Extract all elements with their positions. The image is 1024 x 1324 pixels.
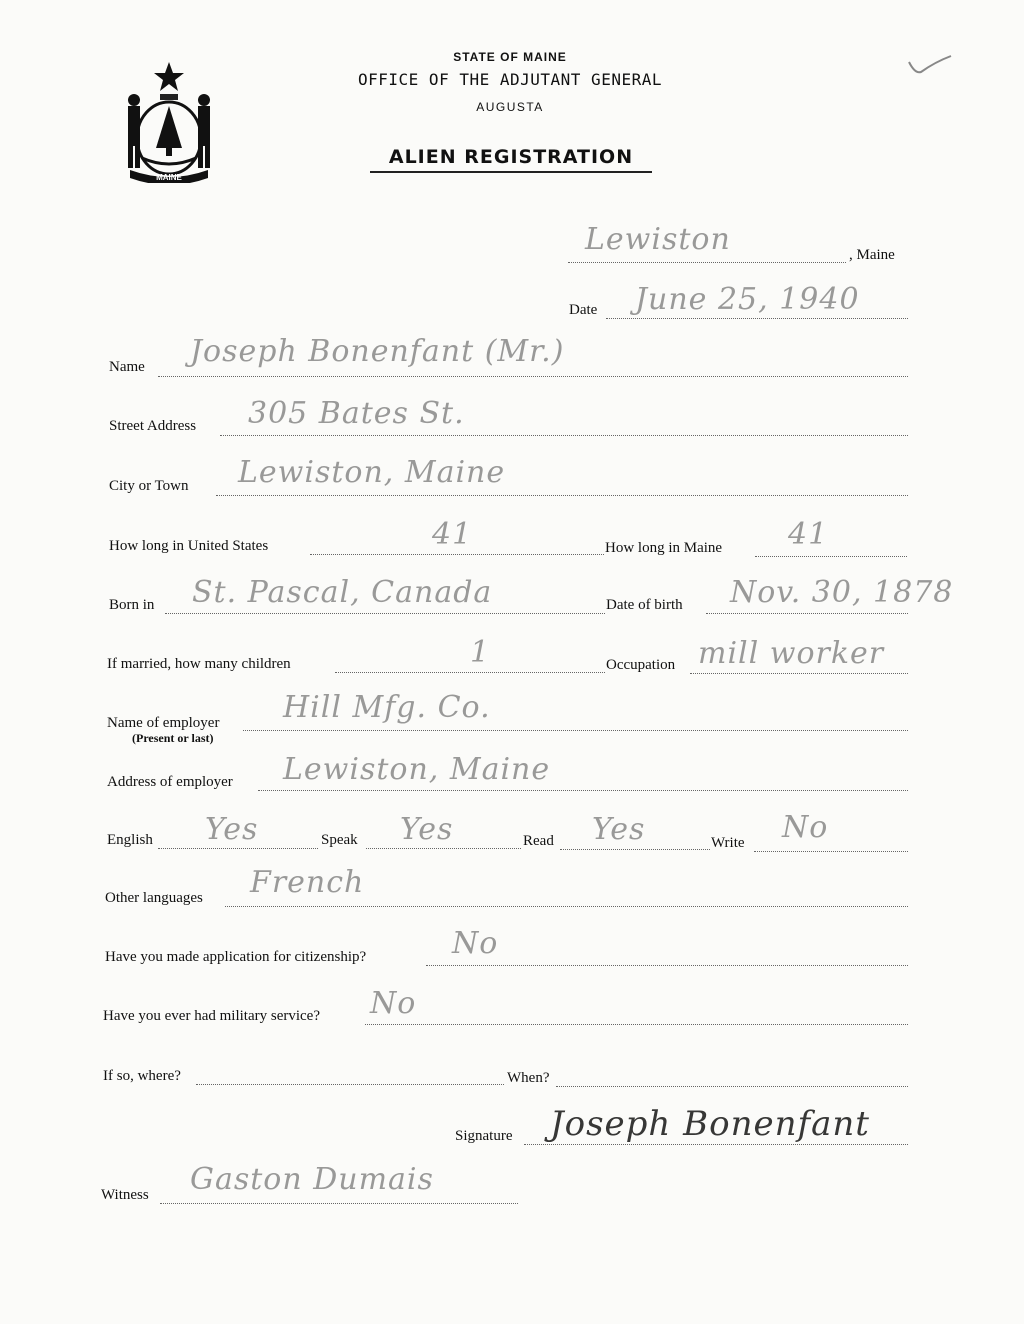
children-line [335, 672, 605, 673]
name-label: Name [109, 359, 145, 375]
employer-address-label: Address of employer [107, 774, 233, 790]
write-value: No [782, 810, 829, 845]
other-languages-line [225, 906, 908, 907]
speak-line [366, 848, 521, 849]
svg-text:MAINE: MAINE [156, 173, 182, 182]
write-line [754, 851, 908, 852]
city-line [216, 495, 908, 496]
children-label: If married, how many children [107, 656, 291, 672]
occupation-label: Occupation [606, 657, 676, 673]
name-line [158, 376, 908, 377]
witness-label: Witness [101, 1187, 149, 1203]
maine-state-seal-icon [112, 58, 227, 183]
city-heading: AUGUSTA [476, 100, 544, 114]
citizenship-value: No [452, 926, 499, 961]
when-label: When? [507, 1070, 550, 1086]
employer-note: (Present or last) [132, 731, 214, 745]
other-languages-value: French [250, 865, 365, 900]
where-line [196, 1084, 504, 1085]
citizenship-label: Have you made application for citizenship? [105, 949, 367, 965]
city-label: City or Town [109, 478, 189, 494]
witness-value: Gaston Dumais [190, 1162, 434, 1197]
street-line [220, 435, 908, 436]
signature-label: Signature [455, 1128, 513, 1144]
occupation-line [690, 673, 908, 674]
write-label: Write [711, 835, 745, 851]
employer-label: Name of employer [107, 715, 220, 731]
how-long-us-label: How long in United States [109, 538, 269, 554]
read-value: Yes [592, 812, 646, 847]
date-line [606, 318, 908, 319]
speak-value: Yes [400, 812, 454, 847]
born-in-label: Born in [109, 597, 155, 613]
english-label: English [107, 832, 153, 848]
maine-label: , Maine [849, 247, 895, 263]
date-value: June 25, 1940 [635, 282, 860, 317]
english-value: Yes [205, 812, 259, 847]
town-line [568, 262, 846, 263]
military-label: Have you ever had military service? [103, 1008, 320, 1024]
date-of-birth-value: Nov. 30, 1878 [730, 575, 954, 610]
read-label: Read [523, 833, 554, 849]
date-of-birth-line [706, 613, 908, 614]
when-line [556, 1086, 908, 1087]
employer-line [243, 730, 908, 731]
other-languages-label: Other languages [105, 890, 203, 906]
check-mark-icon [905, 52, 955, 82]
how-long-maine-line [755, 556, 907, 557]
street-label: Street Address [109, 418, 197, 434]
english-line [158, 848, 318, 849]
employer-address-line [258, 790, 908, 791]
speak-label: Speak [321, 832, 358, 848]
military-line [365, 1024, 908, 1025]
born-in-line [165, 613, 605, 614]
where-label: If so, where? [103, 1068, 181, 1084]
signature-value: Joseph Bonenfant [550, 1104, 870, 1144]
occupation-value: mill worker [698, 636, 885, 671]
children-value: 1 [470, 635, 491, 670]
date-of-birth-label: Date of birth [606, 597, 683, 613]
citizenship-line [426, 965, 908, 966]
military-value: No [370, 986, 417, 1021]
street-value: 305 Bates St. [248, 396, 465, 431]
office-heading: OFFICE OF THE ADJUTANT GENERAL [358, 70, 662, 89]
read-line [560, 849, 710, 850]
name-value: Joseph Bonenfant (Mr.) [190, 334, 565, 369]
how-long-maine-value: 41 [788, 517, 829, 552]
employer-address-value: Lewiston, Maine [283, 752, 551, 787]
city-value: Lewiston, Maine [238, 455, 506, 490]
how-long-maine-label: How long in Maine [605, 540, 723, 556]
employer-value: Hill Mfg. Co. [283, 690, 491, 725]
born-in-value: St. Pascal, Canada [192, 575, 493, 610]
signature-line [524, 1144, 908, 1145]
state-heading: STATE OF MAINE [453, 50, 567, 64]
town-value: Lewiston [585, 222, 731, 257]
how-long-us-line [310, 554, 604, 555]
form-title: ALIEN REGISTRATION [370, 146, 652, 173]
witness-line [160, 1203, 518, 1204]
how-long-us-value: 41 [432, 517, 473, 552]
date-label: Date [569, 302, 598, 318]
